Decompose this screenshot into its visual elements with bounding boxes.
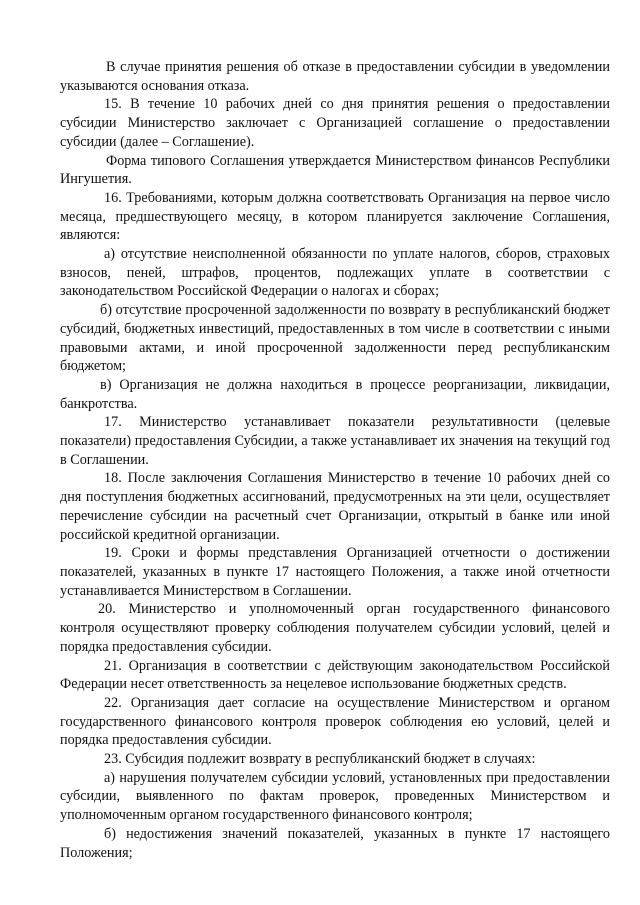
paragraph-23-a: а) нарушения получателем субсидии условий, установленных при предоставлении субсидии, выявленного по фактам проверок, проведенных Министерством и уполномоченным органом государственного финансового контроля;	[60, 769, 610, 824]
paragraph-21: 21. Организация в соответствии с действующим законодательством Российской Федерации несет ответственность за нецелевое использование бюджетных средств.	[60, 657, 610, 693]
paragraph-16-c: в) Организация не должна находиться в процессе реорганизации, ликвидации, банкротства.	[60, 376, 610, 412]
paragraph-23: 23. Субсидия подлежит возврату в республиканский бюджет в случаях:	[104, 751, 536, 768]
paragraph-23-b: б) недостижения значений показателей, указанных в пункте 17 настоящего Положения;	[60, 825, 610, 861]
paragraph-18: 18. После заключения Соглашения Министерство в течение 10 рабочих дней со дня поступления бюджетных ассигнований, предусмотренных на эти цели, осуществляет перечисление субсидии на расчетный счет Организации, открытый в банке или иной российской кредитной организации.	[60, 470, 610, 543]
paragraph-16-a: а) отсутствие неисполненной обязанности по уплате налогов, сборов, страховых взносов, пеней, штрафов, процентов, подлежащих уплате в соответствии с законодательством Российской Федерации о налогах и сборах;	[60, 246, 610, 300]
paragraph-17: 17. Министерство устанавливает показатели результативности (целевые показатели) предоставления Субсидии, а также устанавливает их значения на текущий год в Соглашении.	[60, 414, 610, 468]
paragraph-16-b: б) отсутствие просроченной задолженности по возврату в республиканский бюджет субсидий, бюджетных инвестиций, предоставленных в том числе в соответствии с иными правовыми актами, и иной просроченной задолженности перед республиканским бюджетом;	[60, 302, 610, 375]
paragraph-20: 20. Министерство и уполномоченный орган государственного финансового контроля осуществляют проверку соблюдения получателем субсидии условий, целей и порядка предоставления субсидии.	[60, 601, 610, 655]
paragraph-agreement-form: Форма типового Соглашения утверждается Министерством финансов Республики Ингушетия.	[60, 152, 610, 188]
paragraph-19: 19. Сроки и формы представления Организацией отчетности о достижении показателей, указанных в пункте 17 настоящего Положения, а также иной отчетности устанавливается Министерством в Соглашении.	[60, 545, 610, 599]
document-page	[60, 58, 610, 862]
paragraph-15: 15. В течение 10 рабочих дней со дня принятия решения о предоставлении субсидии Министерство заключает с Организацией соглашение о предоставлении субсидии (далее – Соглашение).	[60, 96, 610, 150]
paragraph-16: 16. Требованиями, которым должна соответствовать Организация на первое число месяца, предшествующего месяцу, в котором планируется заключение Соглашения, являются:	[60, 189, 610, 244]
paragraph-refusal-notice: В случае принятия решения об отказе в предоставлении субсидии в уведомлении указываются основания отказа.	[60, 59, 610, 94]
paragraph-22: 22. Организация дает согласие на осуществление Министерством и органом государственного финансового контроля проверок соблюдения ею условий, целей и порядка предоставления субсидии.	[60, 694, 610, 749]
